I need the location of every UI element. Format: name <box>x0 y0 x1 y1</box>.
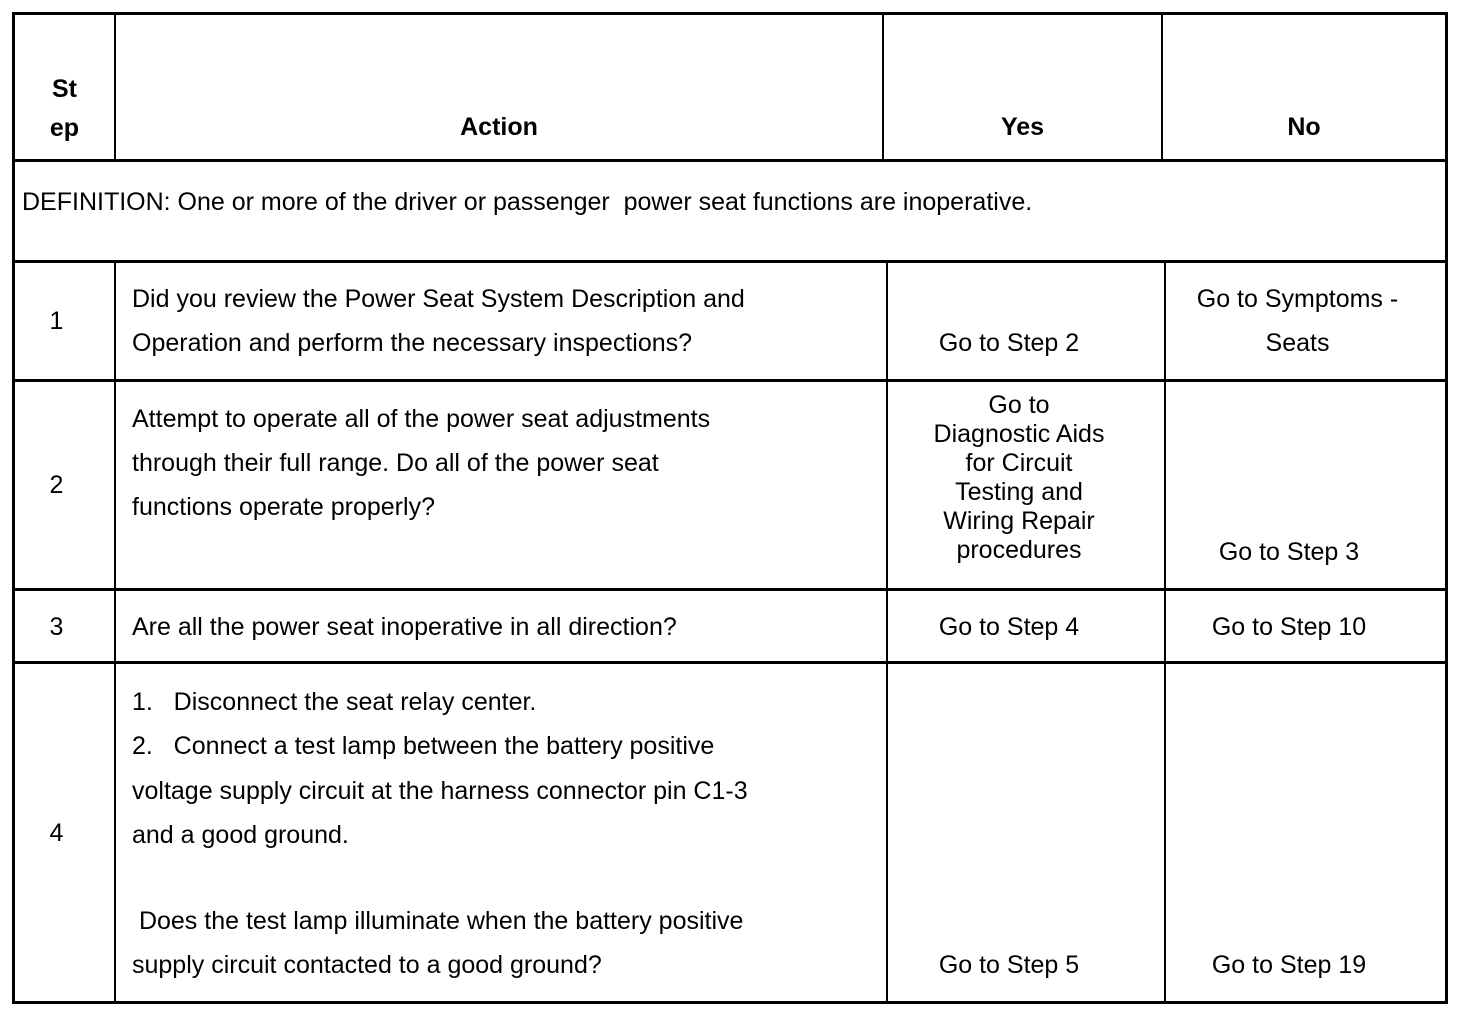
header-action: Action <box>460 113 538 141</box>
header-step <box>15 70 114 148</box>
header-step-line1: St <box>52 75 77 103</box>
header-yes: Yes <box>1000 113 1045 141</box>
row-4-action-line-1: 1. Disconnect the seat relay center. <box>132 688 537 716</box>
table-border-right <box>1445 12 1448 1004</box>
header-step-line2: ep <box>49 114 80 142</box>
row-1-step: 1 <box>49 307 64 335</box>
row-2-yes-line-4: Testing and <box>955 478 1083 506</box>
row-4-action-line-6: supply circuit contacted to a good ground? <box>132 951 602 979</box>
row-1-yes: Go to Step 2 <box>938 329 1080 357</box>
row-2-action-line-1: Attempt to operate all of the power seat adjustments <box>132 405 711 433</box>
row-3-divider <box>12 661 1448 664</box>
col-sep-step <box>114 261 116 1003</box>
row-1-no-line-1: Go to Symptoms - <box>1196 285 1399 313</box>
row-2-yes-line-6: procedures <box>956 536 1082 564</box>
row-2-yes-line-1: Go to <box>988 391 1050 419</box>
table-border-left <box>12 12 15 1004</box>
row-3-step: 3 <box>49 613 64 641</box>
row-1-divider <box>12 379 1448 382</box>
row-4-action-line-3: voltage supply circuit at the harness connector pin C1-3 <box>132 777 748 805</box>
row-4-yes: Go to Step 5 <box>938 951 1080 979</box>
row-4-action-line-5: Does the test lamp illuminate when the battery positive <box>132 907 744 935</box>
row-2-action-line-3: functions operate properly? <box>132 493 435 521</box>
row-2-step: 2 <box>49 471 64 499</box>
row-2-yes-line-2: Diagnostic Aids <box>933 420 1105 448</box>
row-2-yes-line-5: Wiring Repair <box>943 507 1095 535</box>
row-1-no-line-2: Seats <box>1265 329 1330 357</box>
table-border-bottom <box>12 1001 1448 1004</box>
row-2-action-line-2: through their full range. Do all of the power seat <box>132 449 659 477</box>
table-border-top <box>12 12 1448 15</box>
row-4-action-line-2: 2. Connect a test lamp between the battery positive <box>132 732 715 760</box>
row-4-action-line-4: and a good ground. <box>132 821 349 849</box>
row-4-no: Go to Step 19 <box>1211 951 1367 979</box>
header-no: No <box>1287 113 1321 141</box>
row-2-yes <box>888 391 1150 565</box>
header-divider <box>12 159 1448 162</box>
row-2-no: Go to Step 3 <box>1218 538 1360 566</box>
row-3-action: Are all the power seat inoperative in all direction? <box>132 613 677 641</box>
row-4-step: 4 <box>49 819 64 847</box>
row-3-yes: Go to Step 4 <box>938 613 1080 641</box>
row-1-action-line-1: Did you review the Power Seat System Description and <box>132 285 745 313</box>
row-2-yes-line-3: for Circuit <box>965 449 1073 477</box>
definition-text: DEFINITION: One or more of the driver or passenger power seat functions are inoperative. <box>22 188 1033 216</box>
row-2-divider <box>12 588 1448 591</box>
row-1-action-line-2: Operation and perform the necessary inspections? <box>132 329 693 357</box>
row-3-no: Go to Step 10 <box>1211 613 1367 641</box>
definition-divider <box>12 260 1448 263</box>
